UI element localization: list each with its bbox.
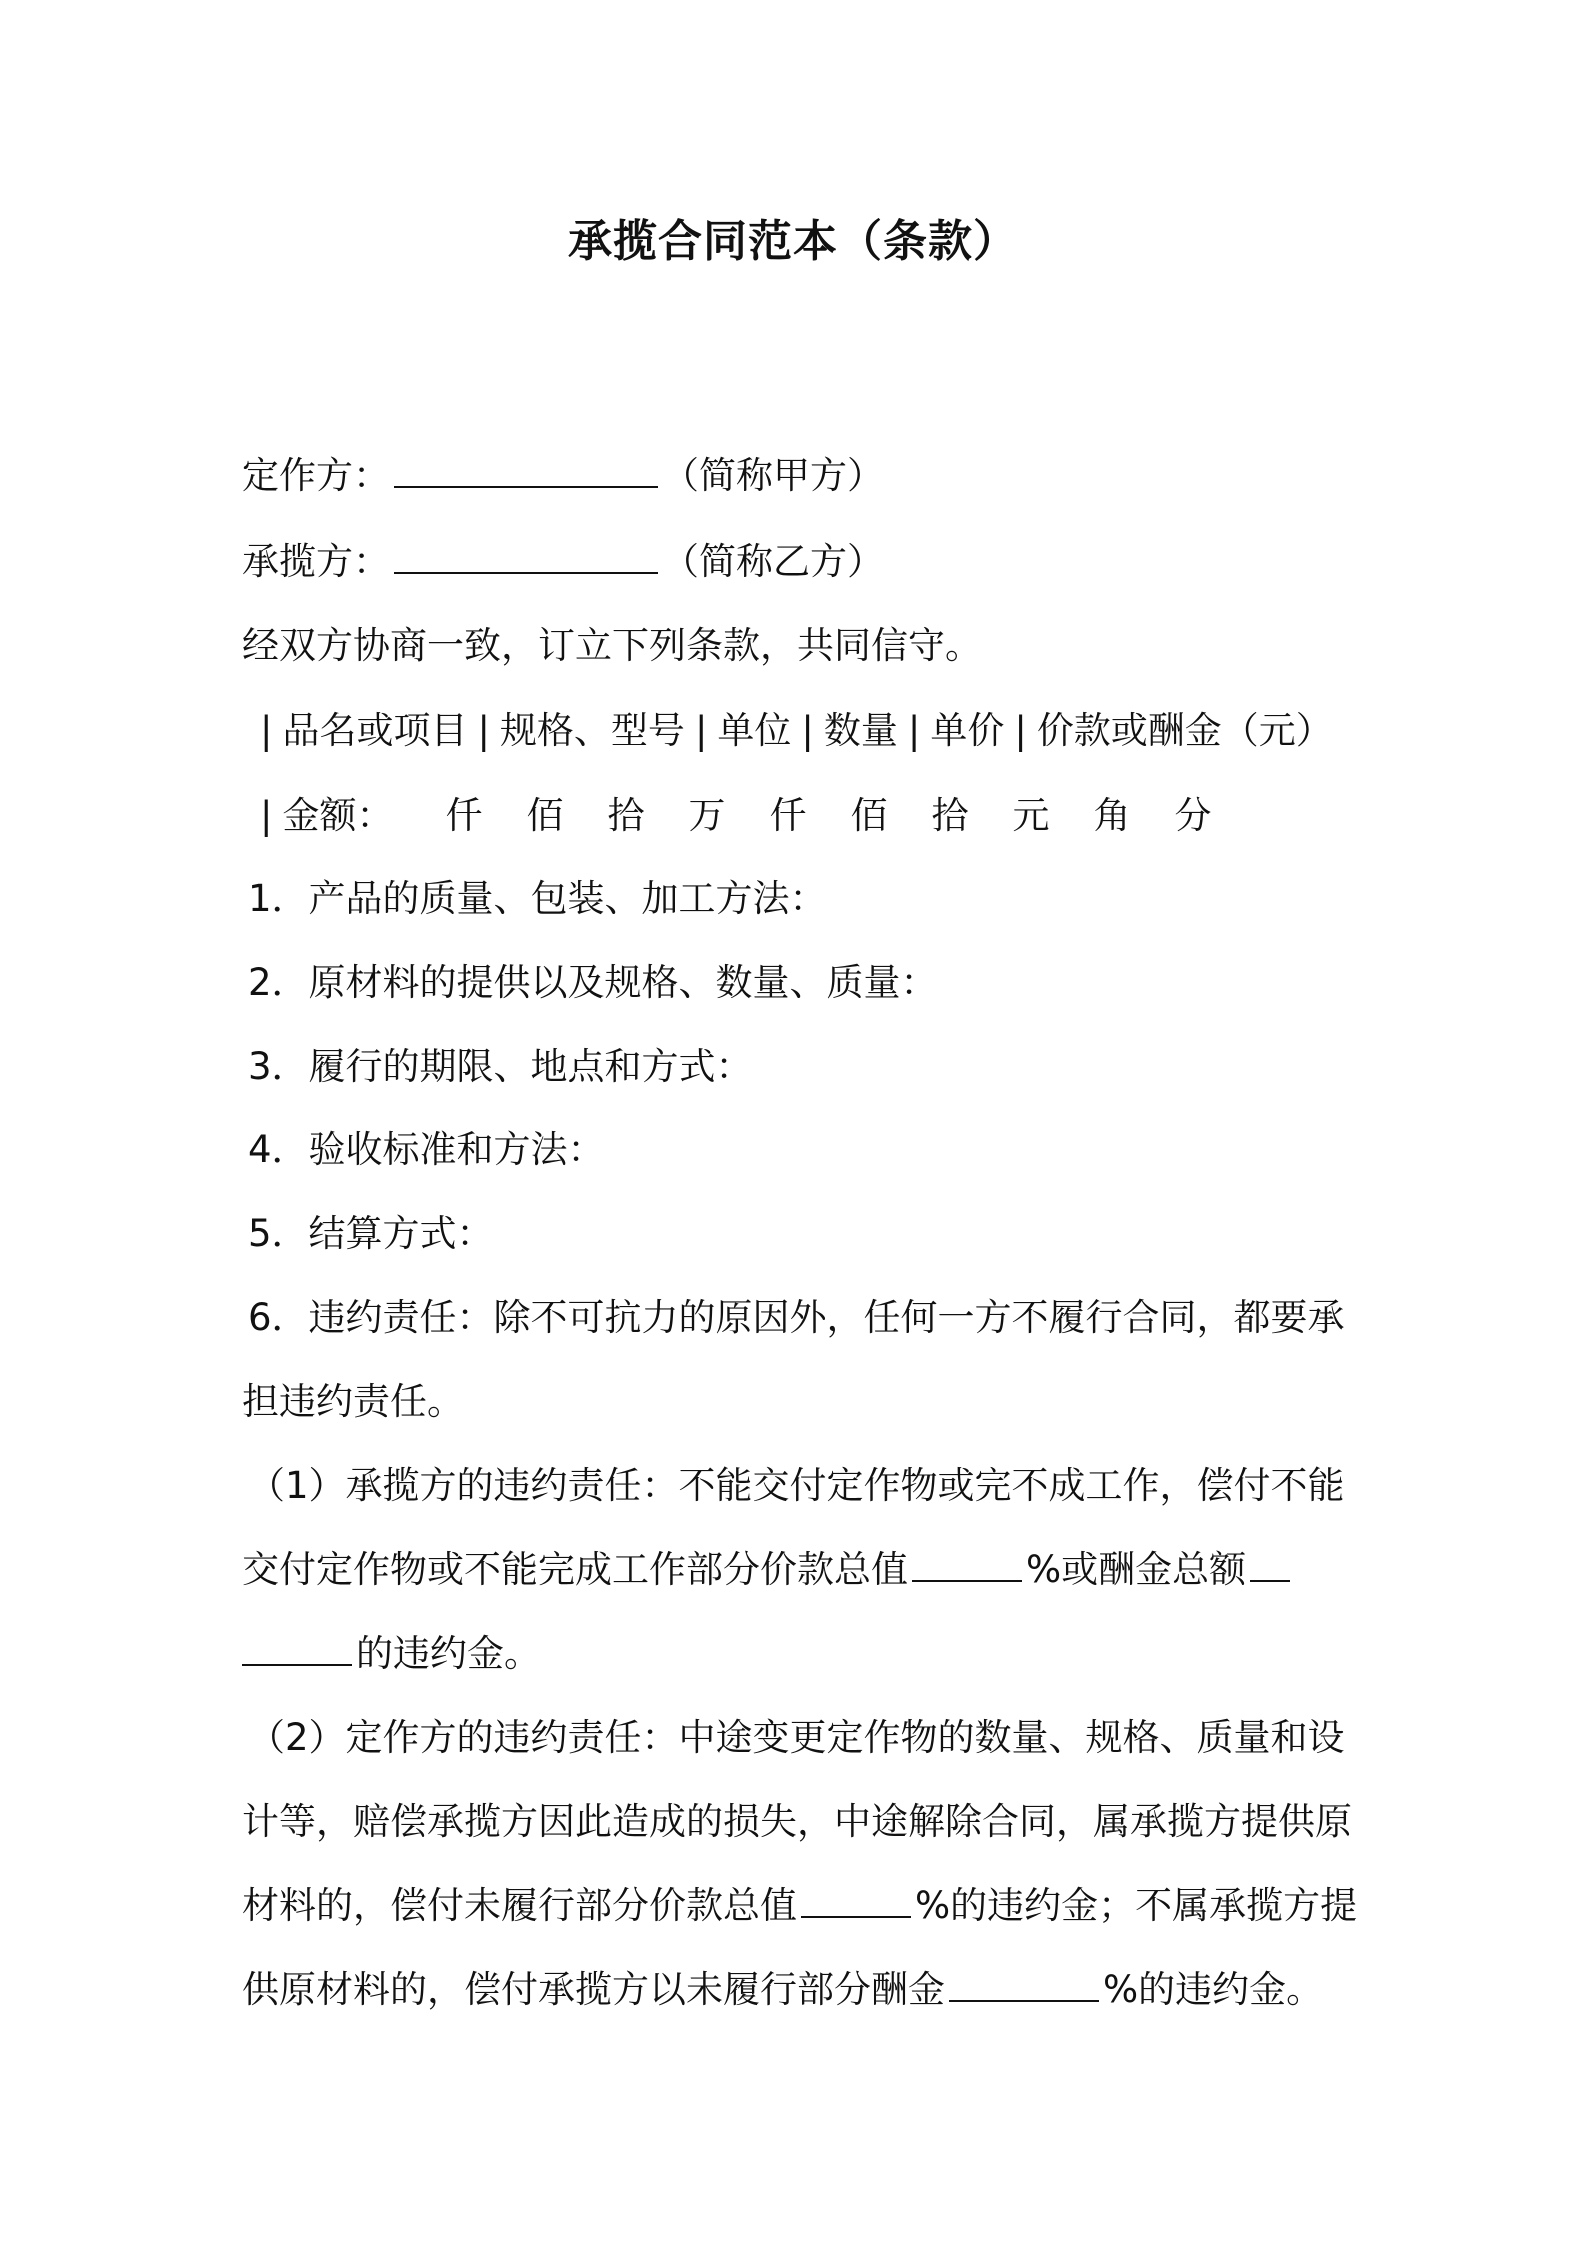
party-b-suffix: （简称乙方） <box>662 540 884 583</box>
intro-line: 经双方协商一致，订立下列条款，共同信守。 <box>242 624 982 667</box>
amount-unit: 佰 <box>850 794 888 837</box>
subclause-1-line-2 <box>242 1544 1290 1596</box>
clause-4: 4．验收标准和方法： <box>248 1128 605 1171</box>
subclause-2-line-1: （2）定作方的违约责任：中途变更定作物的数量、规格、质量和设 <box>248 1716 1345 1759</box>
amount-unit: 元 <box>1012 794 1050 837</box>
separator: | <box>260 709 273 752</box>
clause-1: 1．产品的质量、包装、加工方法： <box>248 877 827 920</box>
subclause-1-line-3 <box>242 1628 541 1680</box>
table-header-cell: 品名或项目 <box>282 709 468 752</box>
table-header-cell: 单位 <box>717 709 792 752</box>
separator: | <box>477 709 490 752</box>
table-header-cell: 单价 <box>930 709 1005 752</box>
clause-3: 3．履行的期限、地点和方式： <box>248 1045 753 1088</box>
party-a-line <box>242 450 884 502</box>
clause-2: 2．原材料的提供以及规格、数量、质量： <box>248 961 938 1004</box>
subclause-2-line-3 <box>242 1880 1357 1932</box>
amount-unit: 仟 <box>769 794 807 837</box>
unperformed-value-percent-blank[interactable] <box>801 1880 911 1918</box>
separator: | <box>694 709 708 752</box>
amount-unit: 角 <box>1093 794 1131 837</box>
separator: | <box>260 794 273 837</box>
party-a-blank[interactable] <box>394 450 658 488</box>
subclause-2-text-a: 材料的，偿付未履行部分价款总值 <box>242 1884 797 1927</box>
amount-unit: 拾 <box>607 794 645 837</box>
amount-unit: 仟 <box>445 794 483 837</box>
separator: | <box>1014 709 1027 752</box>
party-a-suffix: （简称甲方） <box>662 454 884 497</box>
subclause-1-text-b: %或酬金总额 <box>1026 1548 1247 1591</box>
value-percent-blank[interactable] <box>912 1544 1022 1582</box>
separator: | <box>801 709 814 752</box>
clause-5: 5．结算方式： <box>248 1212 494 1255</box>
subclause-2-text-d: %的违约金。 <box>1103 1968 1324 2011</box>
party-b-line <box>242 536 884 588</box>
amount-row <box>250 790 1211 842</box>
party-a-label: 定作方： <box>242 454 390 497</box>
subclause-2-text-c: 供原材料的，偿付承揽方以未履行部分酬金 <box>242 1968 945 2011</box>
separator: | <box>907 709 921 752</box>
subclause-2-line-2: 计等，赔偿承揽方因此造成的损失，中途解除合同，属承揽方提供原 <box>242 1800 1352 1843</box>
party-b-blank[interactable] <box>394 536 658 574</box>
unperformed-fee-percent-blank[interactable] <box>949 1964 1099 2002</box>
party-b-label: 承揽方： <box>242 540 390 583</box>
amount-units <box>445 794 1211 837</box>
amount-unit: 拾 <box>931 794 969 837</box>
clause-6-line-2: 担违约责任。 <box>242 1380 464 1423</box>
document-title: 承揽合同范本（条款） <box>568 216 1018 267</box>
subclause-1-text-c: 的违约金。 <box>356 1632 541 1675</box>
table-header-cell: 价款或酬金（元） <box>1036 709 1333 752</box>
amount-unit: 佰 <box>526 794 564 837</box>
table-header-row <box>250 705 1333 757</box>
amount-unit: 分 <box>1174 794 1212 837</box>
clause-6-line-1: 6．违约责任：除不可抗力的原因外，任何一方不履行合同，都要承 <box>248 1296 1345 1339</box>
table-header-cell: 规格、型号 <box>499 709 685 752</box>
table-header-cell: 数量 <box>823 709 898 752</box>
subclause-2-text-b: %的违约金；不属承揽方提 <box>915 1884 1358 1927</box>
amount-label: 金额： <box>282 794 394 837</box>
subclause-1-line-1: （1）承揽方的违约责任：不能交付定作物或完不成工作，偿付不能 <box>248 1464 1345 1507</box>
fee-total-blank-continued[interactable] <box>242 1628 352 1666</box>
amount-unit: 万 <box>688 794 726 837</box>
fee-total-blank[interactable] <box>1250 1544 1290 1582</box>
subclause-1-text-a: 交付定作物或不能完成工作部分价款总值 <box>242 1548 908 1591</box>
subclause-2-line-4 <box>242 1964 1323 2016</box>
